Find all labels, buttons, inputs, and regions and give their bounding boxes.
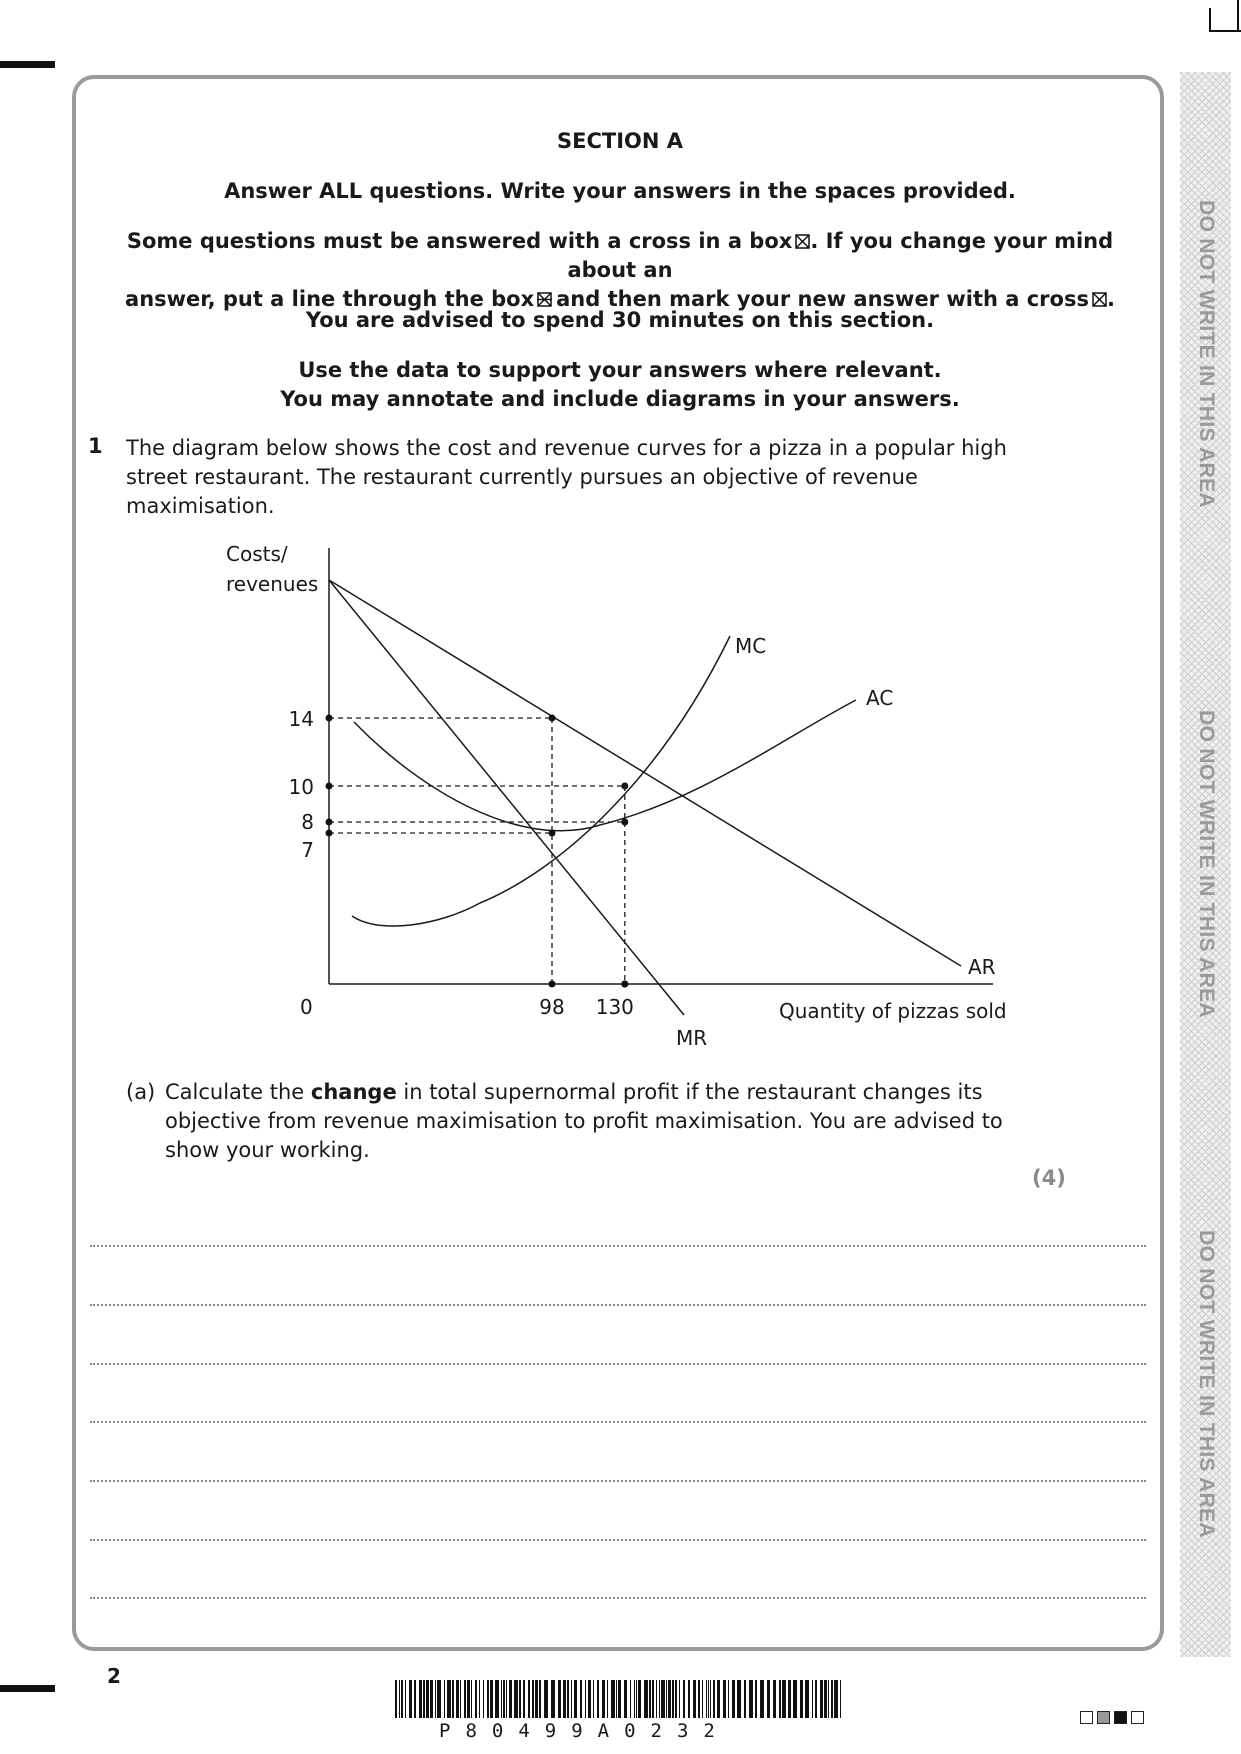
barcode-bar [452, 1680, 454, 1718]
barcode-bar [419, 1680, 422, 1718]
barcode-bar [812, 1680, 813, 1718]
barcode-bar [693, 1680, 696, 1718]
barcode-bar [535, 1680, 538, 1718]
barcode-bar [580, 1680, 582, 1718]
mr-curve [329, 580, 684, 1015]
barcode-bar [805, 1680, 809, 1718]
barcode-bar [409, 1680, 412, 1718]
answer-line[interactable] [90, 1597, 1146, 1599]
part-a-text-bold: change [310, 1080, 397, 1104]
barcode-bar [611, 1680, 615, 1718]
barcode-bar [616, 1680, 617, 1718]
section-title: SECTION A [556, 129, 683, 153]
part-a-question [165, 1078, 1025, 1165]
barcode [395, 1680, 845, 1720]
barcode-bar [788, 1680, 791, 1718]
barcode-bar [652, 1680, 654, 1718]
barcode-bar [475, 1680, 477, 1718]
series-label-ar: AR [968, 955, 996, 979]
barcode-bar [490, 1680, 493, 1718]
barcode-bar [683, 1680, 685, 1718]
barcode-bar [723, 1680, 726, 1718]
barcode-bar [656, 1680, 657, 1718]
barcode-bar [815, 1680, 817, 1718]
y-axis-dot [326, 819, 333, 826]
barcode-bar [585, 1680, 586, 1718]
barcode-bar [597, 1680, 599, 1718]
x-tick-label: 98 [539, 995, 565, 1019]
barcode-bar [399, 1680, 400, 1718]
instruction-cross-text-1: Some questions must be answered with a cross in a box [126, 229, 793, 253]
barcode-bar [840, 1680, 841, 1718]
barcode-bar [401, 1680, 403, 1718]
barcode-bar [503, 1680, 505, 1718]
part-a-label: (a) [126, 1080, 156, 1104]
barcode-bar [456, 1680, 459, 1718]
barcode-bar [414, 1680, 416, 1718]
instruction-cross-text-4: and then mark your new answer with a cross [556, 287, 1089, 311]
barcode-bar [563, 1680, 566, 1718]
barcode-bar [688, 1680, 690, 1718]
barcode-bar [668, 1680, 671, 1718]
barcode-bar [523, 1680, 525, 1718]
barcode-bar [519, 1680, 521, 1718]
ac-curve [354, 700, 856, 831]
barcode-bar [828, 1680, 829, 1718]
barcode-bar [672, 1680, 674, 1718]
barcode-bar [467, 1680, 470, 1718]
barcode-bar [661, 1680, 665, 1718]
barcode-bar [702, 1680, 703, 1718]
y-axis-label-line-1: Costs/ [226, 542, 288, 566]
y-axis-dot [326, 715, 333, 722]
barcode-bar [698, 1680, 700, 1718]
barcode-bar [760, 1680, 764, 1718]
x-axis-dot [621, 981, 628, 988]
question-number: 1 [88, 434, 103, 458]
barcode-bar [749, 1680, 753, 1718]
barcode-bar [593, 1680, 594, 1718]
question-text: The diagram below shows the cost and revenue curves for a pizza in a popular high street restaurant. The restaurant currently pursues an objective of revenue maximisation. [126, 436, 1007, 518]
barcode-bar [779, 1680, 781, 1718]
answer-line[interactable] [90, 1421, 1146, 1423]
barcode-bar [506, 1680, 507, 1718]
barcode-bar [732, 1680, 735, 1718]
marks-available: (4) [1032, 1166, 1066, 1190]
barcode-bar [471, 1680, 472, 1718]
instruction-cross-text-2: . If you change your mind about an [567, 229, 1114, 282]
barcode-bar [430, 1680, 433, 1718]
barcode-bar [574, 1680, 577, 1718]
chart-layer [289, 548, 993, 1019]
barcode-bar [495, 1680, 499, 1718]
x-axis-dot [549, 981, 556, 988]
barcode-bar [728, 1680, 729, 1718]
page-number: 2 [107, 1664, 121, 1688]
barcode-bar [744, 1680, 746, 1718]
barcode-bar [528, 1680, 530, 1718]
barcode-bar [426, 1680, 429, 1718]
barcode-bar [634, 1680, 635, 1718]
ar-curve [329, 580, 961, 966]
y-tick-label: 14 [288, 707, 314, 731]
barcode-bar [717, 1680, 720, 1718]
barcode-bar [539, 1680, 541, 1718]
barcode-bar [464, 1680, 466, 1718]
barcode-bar [737, 1680, 741, 1718]
barcode-bar [435, 1680, 436, 1718]
barcode-bar [544, 1680, 548, 1718]
barcode-bar [679, 1680, 680, 1718]
barcode-bar [437, 1680, 441, 1718]
barcode-text: P80499A0232 [439, 1720, 730, 1742]
barcode-bar [782, 1680, 786, 1718]
barcode-bar [501, 1680, 502, 1718]
answer-line[interactable] [90, 1304, 1146, 1306]
print-box-grey [1097, 1711, 1110, 1724]
answer-line[interactable] [90, 1539, 1146, 1541]
series-label-ac: AC [866, 686, 894, 710]
no-write-label-1: DO NOT WRITE IN THIS AREA [1195, 200, 1218, 508]
barcode-bar [834, 1680, 838, 1718]
barcode-bar [636, 1680, 637, 1718]
answer-line[interactable] [90, 1245, 1146, 1247]
barcode-bar [675, 1680, 677, 1718]
barcode-bar [831, 1680, 833, 1718]
y-tick-label: 10 [288, 775, 314, 799]
part-a-text-1: Calculate the [165, 1080, 311, 1104]
x-tick-label: 130 [595, 995, 634, 1019]
barcode-bar [558, 1680, 561, 1718]
origin-label: 0 [300, 995, 313, 1019]
barcode-bar [551, 1680, 555, 1718]
barcode-bar [460, 1680, 461, 1718]
barcode-bar [710, 1680, 711, 1718]
barcode-bar [483, 1680, 484, 1718]
instruction-time: You are advised to spend 30 minutes on this section. [305, 308, 935, 332]
barcode-bar [708, 1680, 709, 1718]
barcode-bar [624, 1680, 627, 1718]
barcode-bar [405, 1680, 406, 1718]
barcode-bar [644, 1680, 648, 1718]
instruction-cross-text-5: . [1106, 287, 1115, 311]
series-label-mr: MR [676, 1026, 708, 1050]
x-axis-label: Quantity of pizzas sold [779, 999, 1007, 1023]
barcode-bar [630, 1680, 631, 1718]
barcode-bar [514, 1680, 518, 1718]
answer-line[interactable] [90, 1480, 1146, 1482]
barcode-bar [423, 1680, 425, 1718]
barcode-bar [447, 1680, 451, 1718]
series-label-mc: MC [735, 634, 767, 658]
barcode-bar [607, 1680, 608, 1718]
print-box-empty-2 [1131, 1711, 1144, 1724]
barcode-bar [487, 1680, 489, 1718]
barcode-bar [706, 1680, 707, 1718]
barcode-bar [659, 1680, 660, 1718]
instruction-cross-text-3: answer, put a line through the box [125, 287, 535, 311]
barcode-bar [571, 1680, 572, 1718]
instruction-answer-all: Answer ALL questions. Write your answers in the spaces provided. [224, 179, 1016, 203]
mc-curve [352, 636, 730, 926]
barcode-bar [567, 1680, 569, 1718]
barcode-bar [773, 1680, 776, 1718]
barcode-bar [509, 1680, 512, 1718]
y-tick-label: 8 [301, 810, 314, 834]
print-box-black [1114, 1711, 1127, 1724]
y-axis-dot [326, 830, 333, 837]
y-axis-dot [326, 783, 333, 790]
barcode-bar [532, 1680, 534, 1718]
no-write-label-2: DO NOT WRITE IN THIS AREA [1195, 710, 1218, 1018]
part-a-text-2: in total supernormal profit if the restaurant changes its objective from revenue maximisation to profit maximisation. You are advised to show your working. [165, 1080, 1003, 1162]
barcode-bar [395, 1680, 397, 1718]
barcode-bar [618, 1680, 621, 1718]
barcode-bar [713, 1680, 715, 1718]
barcode-bar [800, 1680, 803, 1718]
barcode-bar [755, 1680, 757, 1718]
instruction-data-line-2: You may annotate and include diagrams in your answers. [280, 387, 960, 411]
barcode-bar [820, 1680, 823, 1718]
print-box-empty-1 [1080, 1711, 1093, 1724]
no-write-label-3: DO NOT WRITE IN THIS AREA [1195, 1230, 1218, 1538]
answer-line[interactable] [90, 1363, 1146, 1365]
barcode-bar [479, 1680, 480, 1718]
barcode-bar [444, 1680, 445, 1718]
barcode-bar [824, 1680, 827, 1718]
instruction-data-line-1: Use the data to support your answers where relevant. [298, 358, 942, 382]
barcode-bar [602, 1680, 605, 1718]
barcode-bar [767, 1680, 770, 1718]
y-tick-label: 7 [301, 838, 314, 862]
barcode-bar [588, 1680, 591, 1718]
barcode-bar [638, 1680, 641, 1718]
y-axis-label-line-2: revenues [226, 572, 319, 596]
barcode-bar [793, 1680, 797, 1718]
barcode-bar [666, 1680, 667, 1718]
barcode-bar [649, 1680, 651, 1718]
